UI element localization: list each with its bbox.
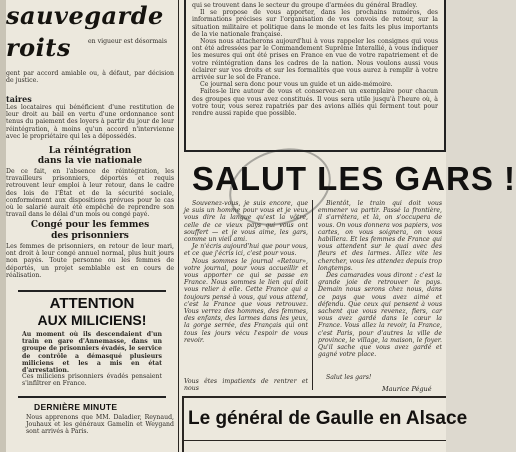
derniere-minute-text: Nous apprenons que MM. Daladier, Reynaud, Jouhaux et les généraux Gamelin et Weygand sont arrivés à Paris.	[26, 414, 174, 436]
subhead-conge-1: Congé pour les femmes	[30, 220, 150, 230]
attention-text: Au moment où ils descendaient d'un train en gare d'Annemasse, dans un groupe de prisonniers évadés, le service de contrôle a démasqué plusieurs miliciens et les a mis en état d'arrestation.	[22, 331, 162, 375]
attention-box	[18, 290, 166, 398]
subhead-reintegration-1: La réintégration	[48, 146, 132, 156]
subhead-reintegration-2: dans la vie nationale	[37, 156, 143, 166]
bottom-box-left-rule	[182, 396, 184, 452]
bottom-rule	[182, 396, 446, 398]
top-right-para4: Faites-le lire autour de vous et conservez-en un exemplaire pour chacun des groupes que vous avez constitués. Il vous sera utile jusqu'à l'heure où, à votre tour, vous serez rapatriés par des avions alliés qui ferment tout pour rendre aussi rapide que possible.	[192, 88, 438, 118]
salut-col-2	[318, 200, 442, 372]
attention-text-2: Ces miliciens prisonniers évadés pensaient s'infiltrer en France.	[22, 373, 162, 388]
top-right-para2: Nous nous attacherons aujourd'hui à vous rappeler les consignes qui vous ont été adressées par le Commandement Suprême Interallié, à vous indiquer les mesures qui ont été prises en France en vue de votre rapatriement et de votre réintégration dans les cadres de la nation. Nous voulons aussi vous éclairer sur vos droits et sur les formalités que vous aurez à remplir à votre arrivée sur le sol de France.	[192, 38, 438, 82]
column-rule	[178, 0, 179, 452]
top-right-para1: Il se propose de vous apporter, dans les prochains numéros, des informations précises sur l'organisation de vos convois de retour, sur la situation militaire et politique dans le monde et les faits les plus importants de la vie nationale française.	[192, 9, 438, 38]
derniere-minute-title: DERNIÈRE MINUTE	[34, 402, 118, 412]
newspaper-page	[6, 0, 516, 452]
salut-column-rule	[312, 200, 313, 390]
salut-headline: SALUT LES GARS !	[192, 160, 516, 197]
salut-col-1	[184, 200, 308, 376]
salut-col1-p3: Nous sommes le journal «Retour», votre journal, pour vous accueillir et vous apporter ce qui se passe en France. Nous sommes le lien qui doit vous relier à elle. Cette France qui a toujours pensé à vous, qui vous attend, c'est la France que vous retrouvez. Vous verrez des hommes, des femmes, des enfants, des larmes dans les yeux, la gorge serrée, des Français qui ont tous les jours vécu l'espoir de vous revoir.	[184, 257, 308, 344]
salut-signature: Maurice Pégué	[382, 385, 432, 393]
gaulle-headline: Le général de Gaulle en Alsace	[188, 408, 468, 429]
salut-col2-p1: Bientôt, le train qui doit vous emmener va partir. Passé la frontière, il s'arrêtera, et là, on s'occupera de vous. On vous donnera vos papiers, vos cartes, on vous soignera, on vous habillera. Et les femmes de France qui vous attendent sur le quai avec des fleurs et des larmes. Allez vite les chercher, vous les attendez depuis trop longtemps.	[318, 200, 442, 272]
salut-col2-p2: Des camarades vous diront : c'est la grande joie de retrouver le pays. Demain nous serons chez nous, dans ce pays que vous avez aimé et défendu. Que ceux qui pensent à vous sachent que vous revenez, fiers, car vous avez gardé dans le cœur la France. Vous allez la revoir, la France, c'est Paris, pour d'autres la ville de province, le village, la maison, le foyer. Qu'il sache que vous avez gardé et gagné votre place.	[318, 272, 442, 359]
left-para-1: gent par accord amiable ou, à défaut, par décision de justice.	[6, 70, 174, 85]
salut-col2-p3: Salut les gars!	[326, 374, 372, 381]
headline-droits: roits	[6, 33, 71, 62]
attention-title-1: ATTENTION	[49, 295, 135, 312]
left-para-4: Les femmes de prisonniers, en retour de leur mari, ont droit à leur congé annuel normal, plus huit jours non payés. Toute personne ou les femmes de déportés, un projet semblable est en cours de réalisation.	[6, 243, 174, 279]
subhead-conge-2: des prisonniers	[51, 231, 129, 241]
left-para-3: De ce fait, en l'absence de réintégration, les travailleurs prisonniers, déportés et requis retrouvent leur emploi à leur retour, dans le cadre des lois de l'État et de la sécurité sociale, conformément aux dispositions prévues pour le cas où le salarié aurait été empêché de reprendre son travail dans le délai d'un mois ou congé payé.	[6, 168, 174, 219]
salut-col1-p4: Vous êtes impatients de rentrer et nous	[184, 378, 308, 393]
top-right-article	[184, 0, 446, 152]
salut-col1-p1: Souvenez-vous, je suis encore, que je suis un homme pour vous et je veux vous dire la langue qu'est la vôtre, celle de ce vieux pays qui vous ont souffert — et je vous aime, les gars, comme un vieil ami.	[184, 200, 308, 244]
headline-sauvegarde: sauvegarde	[6, 1, 164, 30]
bottom-headline-rule	[182, 440, 446, 441]
attention-title-2: AUX MILICIENS!	[37, 312, 147, 328]
top-right-line0: qui se trouvent dans le secteur du groupe d'armées du général Bradley.	[192, 2, 418, 9]
top-right-para3: Ce journal sera donc pour vous un guide et un aide-mémoire.	[200, 81, 393, 89]
intro-fragment: en vigueur est désormais	[88, 38, 168, 45]
salut-col1-p2: Je n'écris aujourd'hui que pour vous, et ce que j'écris ici, c'est pour vous.	[184, 243, 308, 258]
side-word: taires	[6, 94, 32, 104]
left-para-2: Les locataires qui bénéficient d'une restitution de leur droit au bail en vertu d'une ordonnance sont tenus du paiement des loyers à partir du jour de leur réintégration, à moins qu'un accord n'intervienne avec le propriétaire qui les a dépossédés.	[6, 104, 174, 140]
